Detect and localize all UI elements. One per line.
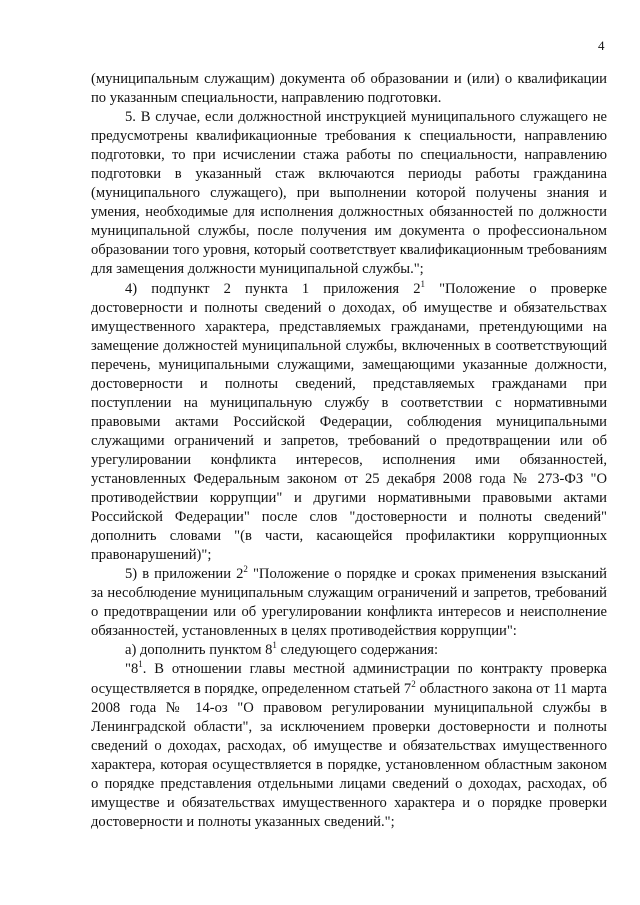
superscript-index: 2 — [411, 678, 416, 689]
text-run: 5. В случае, если должностной инструкцией муниципального служащего не предусмотрены квалификационные требования к специальности, направлению подготовки, то при исчислении стажа работы по специальности, направлению подготовки в указанный стаж включаются периоды работы гражданина (муниципального служащего), при выполнении которой получены знания и умения, необходимые для исполнения должностных обязанностей по должности муниципальной службы, после получения им документа о профессиональном образовании того уровня, который соответствует квалификационным требованиям для замещения должности муниципальной службы."; — [91, 109, 607, 278]
text-run: 4) подпункт 2 пункта 1 приложения 2 — [125, 280, 421, 297]
paragraph — [91, 70, 607, 108]
superscript-index: 1 — [420, 278, 425, 289]
text-run: а) дополнить пунктом 8 — [125, 642, 273, 659]
paragraph — [91, 660, 607, 831]
text-run: следующего содержания: — [276, 642, 439, 659]
superscript-index: 2 — [243, 564, 248, 575]
text-run: (муниципальным служащим) документа об образовании и (или) о квалификации по указанным специальности, направлению подготовки. — [91, 71, 607, 107]
paragraph — [91, 641, 607, 660]
paragraph — [91, 280, 607, 566]
superscript-index: 1 — [272, 640, 277, 651]
page-number: 4 — [598, 38, 605, 53]
paragraph — [91, 565, 607, 641]
paragraph — [91, 108, 607, 279]
text-run: "8 — [125, 661, 139, 678]
text-run: "Положение о порядке и сроках применения взысканий за несоблюдение муниципальным служащим ограничений и запретов, требований о предотвращении или об урегулировании конфликта интересов и неисполнение обязанностей, установленных в целях противодействия коррупции": — [91, 566, 607, 640]
text-run: областного закона от 11 марта 2008 года № 14-оз "О правовом регулировании муниципальной службы в Ленинградской области", за исключением проверки достоверности и полноты сведений о доходах, расходах, об имуществе и обязательствах имущественного характера, которая осуществляется в порядке, установленном областным законом о порядке представления отдельными лицами сведений о доходах, расходах, об имуществе и обязательствах имущественного характера и о порядке проверки достоверности и полноты указанных сведений."; — [91, 680, 607, 830]
superscript-index: 1 — [138, 659, 143, 670]
text-run: 5) в приложении 2 — [125, 566, 244, 583]
text-run: "Положение о проверке достоверности и полноты сведений о доходах, об имуществе и обязательствах имущественного характера, представляемых гражданами, претендующими на замещение должностей муниципальной службы, включенных в соответствующий перечень, муниципальными служащими, замещающими указанные должности, достоверности и полноты сведений, представляемых гражданами при поступлении на муниципальную службу в соответствии с нормативными правовыми актами Российской Федерации, соблюдения муниципальными служащими ограничений и запретов, требований о предотвращении или об урегулировании конфликта интересов, исполнения ими обязанностей, установленных Федеральным законом от 25 декабря 2008 года № 273-ФЗ "О противодействии коррупции" и другими нормативными правовыми актами Российской Федерации" после слов "достоверности и полноты сведений" дополнить словами "(в части, касающейся профилактики коррупционных правонарушений)"; — [91, 280, 607, 564]
text-run: . В отношении главы местной администрации по контракту проверка осуществляется в порядке, определенном статьей 7 — [91, 661, 607, 697]
document-body — [91, 70, 607, 832]
